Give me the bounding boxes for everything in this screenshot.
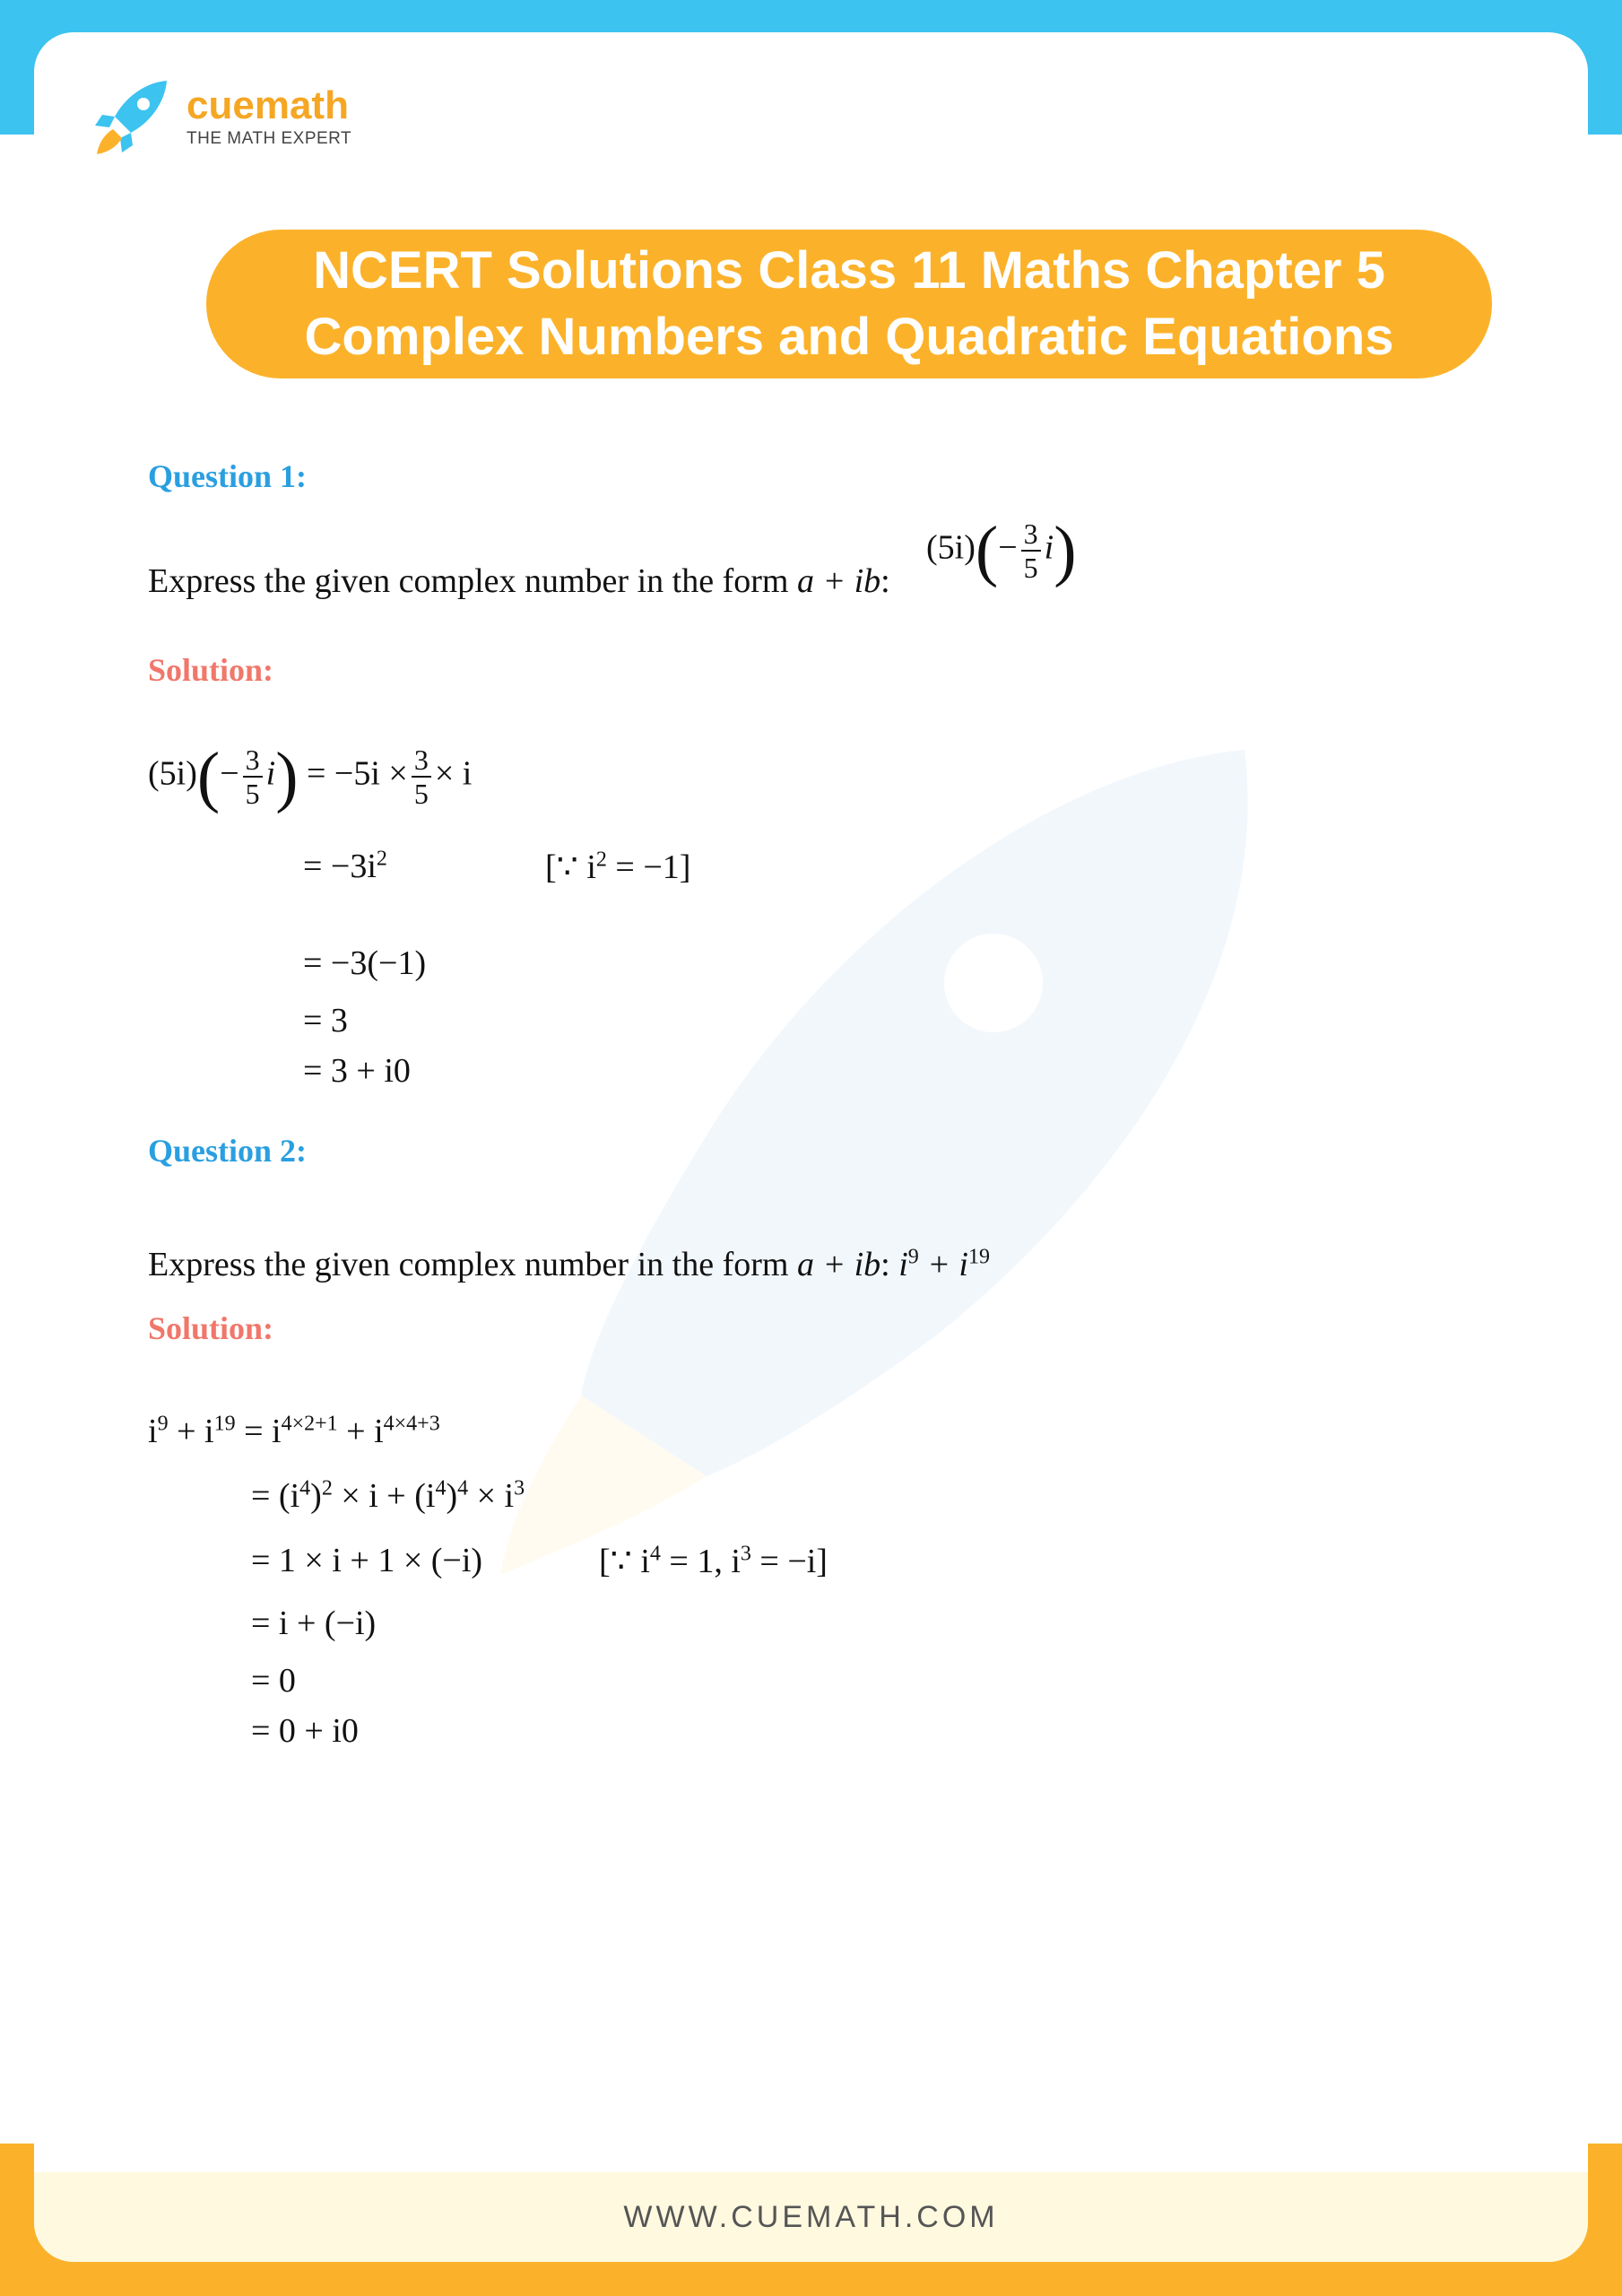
question-1-expression: (5i)(− $\frac{3}{5}$ i)	[926, 513, 1077, 588]
solution-1-step-4: = 3	[303, 1002, 348, 1039]
footer	[34, 2172, 1588, 2262]
cuemath-logo[interactable]	[90, 75, 351, 160]
solution-1-note: [∵ $i^2 = -1$]	[545, 848, 691, 886]
logo-tagline: THE MATH EXPERT	[186, 129, 352, 148]
question-2-text: Express the given complex number in the form a + ib: $i^9 + i^{19}$	[148, 1245, 990, 1283]
question-1-label: Question 1:	[148, 458, 308, 494]
question-1-text: Express the given complex number in the form a + ib:	[148, 562, 890, 600]
solution-1-step-3: = −3(−1)	[303, 944, 427, 982]
rocket-watermark-icon	[411, 714, 1307, 1593]
solution-2-label: Solution:	[148, 1310, 274, 1346]
title-line-1: NCERT Solutions Class 11 Maths Chapter 5	[313, 241, 1385, 300]
rocket-logo-icon	[90, 75, 174, 160]
solution-2-line-5: = 0	[251, 1662, 296, 1700]
solution-1-label: Solution:	[148, 652, 274, 688]
page-card	[34, 32, 1588, 2262]
solution-2-line-3: = 1 × i + 1 × (−i)	[251, 1542, 483, 1579]
solution-2-line-2: = $(i^4)^2 \times i + (i^4)^4 \times i^3$	[251, 1476, 525, 1515]
solution-2-note: [∵ $i^4 = 1$, $i^3 = -i$]	[599, 1542, 828, 1580]
solution-1-step-5: = 3 + i0	[303, 1052, 411, 1090]
solution-1-step-1: (5i)(− $\frac{3}{5}$ i) = −5i × $\frac{3}{5}$ × i	[148, 739, 473, 814]
solution-2-line-4: = i + (−i)	[251, 1605, 377, 1642]
footer-url[interactable]: WWW.CUEMATH.COM	[623, 2200, 999, 2234]
solution-1-step-2: = $-3i^2$	[303, 847, 387, 885]
question-2-label: Question 2:	[148, 1133, 308, 1169]
title-line-2: Complex Numbers and Quadratic Equations	[304, 308, 1394, 366]
solution-2-line-1: $i^9 + i^{19} = i^{4\times 2+1} + i^{4\times 4+3}$	[148, 1412, 440, 1450]
logo-wordmark: cuemath	[186, 83, 349, 127]
page-title	[206, 230, 1492, 378]
solution-2-line-6: = 0 + i0	[251, 1712, 359, 1750]
